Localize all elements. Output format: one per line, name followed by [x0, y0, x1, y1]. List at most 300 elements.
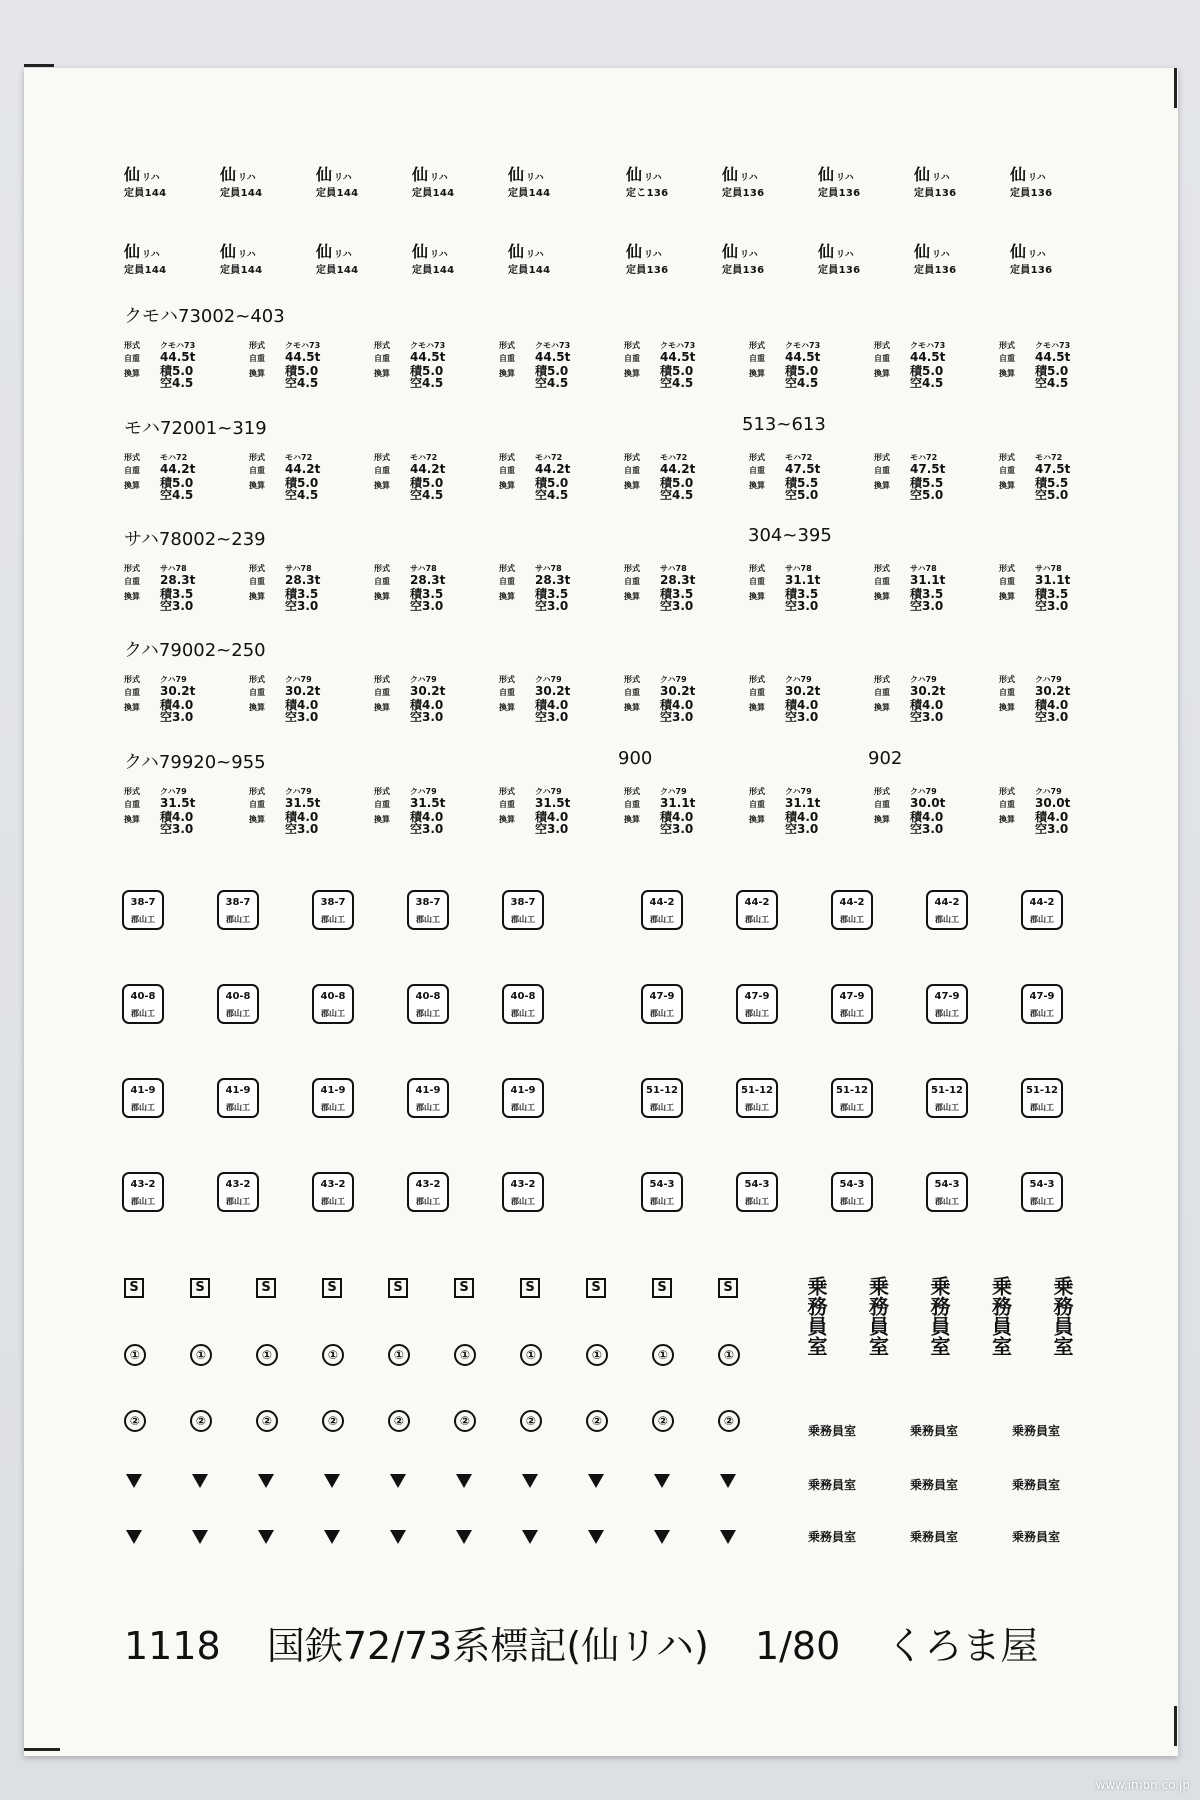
weight-label-model: モハ72 — [410, 453, 438, 462]
base-label-group-right — [626, 166, 1106, 216]
weight-label-weight: 30.0t — [1035, 796, 1071, 810]
depot-mark-code: 43-2 — [130, 1179, 156, 1190]
weight-label-weight: 31.5t — [160, 796, 196, 810]
weight-label-loaded: 積4.0 — [285, 698, 319, 712]
weight-label-model: モハ72 — [1035, 453, 1063, 462]
weight-label-weight: 31.5t — [410, 796, 446, 810]
weight-label-type-caption: 形式 — [374, 564, 390, 573]
weight-label-type-caption: 形式 — [999, 787, 1015, 796]
depot-mark — [641, 1078, 683, 1118]
depot-mark-name: 郡山工 — [1030, 1103, 1054, 1112]
base-label-code: 定員136 — [914, 188, 957, 199]
base-label-main — [818, 166, 898, 187]
weight-label-type-caption: 形式 — [624, 564, 640, 573]
depot-mark-code: 38-7 — [130, 897, 156, 908]
depot-mark-code: 40-8 — [510, 991, 536, 1002]
product-number: 1118 — [124, 1624, 221, 1668]
down-triangle-mark — [390, 1530, 406, 1544]
weight-label-conversion-caption: 換算 — [624, 815, 640, 824]
section-subheading: 902 — [868, 748, 903, 769]
depot-mark-name: 郡山工 — [840, 1197, 864, 1206]
section-heading: クハ79002~250 — [124, 640, 266, 661]
depot-mark — [122, 1172, 164, 1212]
depot-mark-name: 郡山工 — [226, 1009, 250, 1018]
weight-label-conversion-caption: 換算 — [374, 703, 390, 712]
base-label — [412, 243, 492, 293]
weight-label — [874, 786, 994, 836]
weight-label-weight-caption: 自重 — [374, 577, 390, 586]
depot-mark — [122, 984, 164, 1024]
weight-label — [374, 452, 494, 502]
weight-label-model: クハ79 — [1035, 787, 1062, 796]
base-label-main — [722, 166, 802, 187]
weight-label-empty: 空3.0 — [1035, 599, 1069, 613]
weight-label-type-caption: 形式 — [749, 787, 765, 796]
base-label — [722, 166, 802, 216]
weight-label-model: サハ78 — [410, 564, 437, 573]
weight-label-model: サハ78 — [285, 564, 312, 573]
depot-mark-code: 43-2 — [510, 1179, 536, 1190]
down-triangle-mark — [522, 1474, 538, 1488]
platform-s-mark: S — [256, 1278, 276, 1298]
weight-label — [124, 674, 244, 724]
base-label-code: 定員144 — [124, 188, 167, 199]
depot-mark-name: 郡山工 — [650, 1197, 674, 1206]
depot-mark-code: 38-7 — [320, 897, 346, 908]
weight-label-type-caption: 形式 — [874, 564, 890, 573]
base-label-group-left — [124, 166, 604, 216]
weight-label-type-caption: 形式 — [124, 564, 140, 573]
platform-s-mark-row — [124, 1278, 784, 1304]
weight-label-model: クハ79 — [285, 787, 312, 796]
base-label-kanji: 仙 — [124, 242, 141, 261]
base-label-code: 定員136 — [1010, 188, 1053, 199]
weight-label-weight: 47.5t — [1035, 462, 1071, 476]
weight-label-weight-caption: 自重 — [874, 466, 890, 475]
circle-two-mark: ② — [718, 1410, 740, 1432]
weight-label-loaded: 積3.5 — [160, 587, 194, 601]
weight-label-conversion-caption: 換算 — [499, 815, 515, 824]
crew-room-vertical-group — [806, 1276, 1114, 1396]
depot-mark — [502, 1172, 544, 1212]
depot-mark-name: 郡山工 — [226, 915, 250, 924]
weight-label-conversion-caption: 換算 — [374, 815, 390, 824]
weight-label-loaded: 積3.5 — [660, 587, 694, 601]
weight-label-model: クモハ73 — [535, 341, 571, 350]
depot-mark-name: 郡山工 — [935, 1103, 959, 1112]
base-label — [914, 166, 994, 216]
base-label-main — [316, 166, 396, 187]
base-label — [508, 166, 588, 216]
weight-label-row — [124, 452, 1124, 504]
weight-label-weight: 44.2t — [285, 462, 321, 476]
weight-label-conversion-caption: 換算 — [124, 369, 140, 378]
weight-label — [374, 786, 494, 836]
weight-label-conversion-caption: 換算 — [249, 369, 265, 378]
crew-room-horizontal-label: 乗務員室 — [1012, 1478, 1061, 1492]
weight-label-model: クモハ73 — [660, 341, 696, 350]
base-label-code: 定員136 — [1010, 265, 1053, 276]
weight-label-type-caption: 形式 — [624, 341, 640, 350]
base-label-sub: リハ — [740, 173, 758, 183]
depot-mark-code: 44-2 — [839, 897, 865, 908]
weight-label-weight: 44.5t — [660, 350, 696, 364]
base-label — [124, 166, 204, 216]
depot-mark-name: 郡山工 — [840, 1103, 864, 1112]
crew-room-horizontal-label: 乗務員室 — [808, 1530, 857, 1544]
depot-mark-name: 郡山工 — [131, 1009, 155, 1018]
section-subheading: 900 — [618, 748, 653, 769]
base-label-main — [626, 243, 706, 264]
base-label-code: 定員144 — [412, 188, 455, 199]
base-label-main — [508, 166, 588, 187]
weight-label-empty: 空3.0 — [660, 599, 694, 613]
weight-label-conversion-caption: 換算 — [749, 703, 765, 712]
weight-label-model: クハ79 — [535, 787, 562, 796]
depot-mark — [1021, 984, 1063, 1024]
base-label-kanji: 仙 — [316, 165, 333, 184]
weight-label-model: モハ72 — [535, 453, 563, 462]
weight-label-empty: 空3.0 — [785, 599, 819, 613]
weight-label-weight-caption: 自重 — [999, 466, 1015, 475]
weight-label-conversion-caption: 換算 — [124, 481, 140, 490]
down-triangle-mark — [324, 1474, 340, 1488]
weight-label-weight-caption: 自重 — [499, 577, 515, 586]
base-label-main — [818, 243, 898, 264]
weight-label — [749, 563, 869, 613]
weight-label-conversion-caption: 換算 — [499, 592, 515, 601]
base-label — [316, 166, 396, 216]
down-triangle-mark — [456, 1530, 472, 1544]
weight-label-weight: 30.2t — [785, 684, 821, 698]
weight-label-empty: 空3.0 — [535, 710, 569, 724]
weight-label — [999, 563, 1119, 613]
weight-label-model: クハ79 — [660, 675, 687, 684]
weight-label-loaded: 積3.5 — [1035, 587, 1069, 601]
weight-label-weight-caption: 自重 — [124, 688, 140, 697]
depot-mark-group — [641, 1078, 1116, 1120]
weight-label — [999, 452, 1119, 502]
weight-label-weight-caption: 自重 — [999, 577, 1015, 586]
base-label — [412, 166, 492, 216]
base-label-main — [220, 166, 300, 187]
weight-label-weight-caption: 自重 — [249, 577, 265, 586]
weight-label-loaded: 積4.0 — [160, 810, 194, 824]
weight-label-weight-caption: 自重 — [499, 800, 515, 809]
depot-mark-code: 54-3 — [744, 1179, 770, 1190]
weight-label-weight: 44.2t — [410, 462, 446, 476]
weight-label-conversion-caption: 換算 — [374, 481, 390, 490]
weight-label-conversion-caption: 換算 — [249, 592, 265, 601]
weight-label-type-caption: 形式 — [124, 675, 140, 684]
depot-mark — [502, 890, 544, 930]
depot-mark — [736, 984, 778, 1024]
weight-label-model: クハ79 — [785, 675, 812, 684]
depot-mark-code: 38-7 — [510, 897, 536, 908]
weight-label-empty: 空3.0 — [410, 822, 444, 836]
weight-label — [624, 674, 744, 724]
weight-label-empty: 空3.0 — [660, 710, 694, 724]
depot-mark-code: 47-9 — [649, 991, 675, 1002]
weight-label-weight: 28.3t — [285, 573, 321, 587]
depot-mark — [217, 1078, 259, 1118]
weight-label-empty: 空3.0 — [410, 599, 444, 613]
base-label-sub: リハ — [932, 250, 950, 260]
circle-two-mark-row — [124, 1410, 784, 1436]
base-label-code: 定員136 — [818, 265, 861, 276]
weight-label-empty: 空4.5 — [535, 376, 569, 390]
platform-s-mark: S — [322, 1278, 342, 1298]
depot-mark-name: 郡山工 — [321, 1197, 345, 1206]
weight-label-conversion-caption: 換算 — [874, 592, 890, 601]
weight-label-type-caption: 形式 — [874, 787, 890, 796]
down-triangle-mark — [654, 1530, 670, 1544]
weight-label — [624, 786, 744, 836]
weight-label-conversion-caption: 換算 — [999, 592, 1015, 601]
weight-label-empty: 空3.0 — [160, 599, 194, 613]
depot-mark-code: 40-8 — [320, 991, 346, 1002]
depot-mark — [217, 890, 259, 930]
platform-s-mark: S — [652, 1278, 672, 1298]
crew-room-horizontal-label: 乗務員室 — [910, 1424, 959, 1438]
base-label-kanji: 仙 — [412, 165, 429, 184]
platform-s-mark: S — [190, 1278, 210, 1298]
base-label-sub: リハ — [526, 173, 544, 183]
section-subheading: 513~613 — [742, 414, 826, 435]
depot-mark-code: 41-9 — [225, 1085, 251, 1096]
crew-room-vertical-label: 乗務員室 — [927, 1276, 951, 1356]
weight-label — [249, 674, 369, 724]
weight-label-conversion-caption: 換算 — [624, 703, 640, 712]
base-label-kanji: 仙 — [412, 242, 429, 261]
base-label-kanji: 仙 — [914, 242, 931, 261]
base-label-kanji: 仙 — [626, 242, 643, 261]
depot-mark-group — [122, 890, 597, 932]
base-label-main — [412, 166, 492, 187]
weight-label — [749, 340, 869, 390]
circle-two-mark: ② — [388, 1410, 410, 1432]
weight-label-empty: 空3.0 — [160, 710, 194, 724]
weight-label — [749, 452, 869, 502]
weight-label-type-caption: 形式 — [374, 341, 390, 350]
weight-label — [249, 452, 369, 502]
depot-mark — [407, 984, 449, 1024]
weight-label-model: クハ79 — [535, 675, 562, 684]
circle-one-mark-row — [124, 1344, 784, 1370]
depot-mark-name: 郡山工 — [321, 1009, 345, 1018]
base-label-sub: リハ — [238, 173, 256, 183]
weight-label-weight: 44.5t — [785, 350, 821, 364]
weight-label-weight-caption: 自重 — [749, 466, 765, 475]
base-label-kanji: 仙 — [722, 242, 739, 261]
depot-mark — [641, 984, 683, 1024]
down-triangle-mark-row — [124, 1474, 784, 1500]
base-label-code: 定員144 — [508, 188, 551, 199]
weight-label-loaded: 積4.0 — [910, 698, 944, 712]
weight-label-empty: 空3.0 — [160, 822, 194, 836]
weight-label-weight: 31.5t — [535, 796, 571, 810]
weight-label-weight-caption: 自重 — [624, 800, 640, 809]
depot-mark — [641, 890, 683, 930]
weight-label-conversion-caption: 換算 — [124, 592, 140, 601]
depot-mark-code: 51-12 — [741, 1085, 773, 1096]
down-triangle-mark — [588, 1530, 604, 1544]
depot-mark-group — [122, 1078, 597, 1120]
weight-label-weight-caption: 自重 — [749, 354, 765, 363]
base-label-main — [914, 166, 994, 187]
crew-room-horizontal-label: 乗務員室 — [808, 1424, 857, 1438]
down-triangle-mark — [720, 1530, 736, 1544]
down-triangle-mark — [126, 1530, 142, 1544]
crop-mark — [24, 64, 54, 67]
weight-label-weight: 44.5t — [160, 350, 196, 364]
weight-label — [999, 674, 1119, 724]
down-triangle-mark — [192, 1474, 208, 1488]
sheet-footer — [124, 1615, 1072, 1670]
down-triangle-mark — [654, 1474, 670, 1488]
circle-two-mark: ② — [256, 1410, 278, 1432]
weight-label-empty: 空3.0 — [910, 822, 944, 836]
weight-label-model: クハ79 — [910, 675, 937, 684]
weight-label-conversion-caption: 換算 — [499, 369, 515, 378]
depot-mark-name: 郡山工 — [321, 915, 345, 924]
base-label-main — [914, 243, 994, 264]
depot-mark-code: 54-3 — [934, 1179, 960, 1190]
weight-label-type-caption: 形式 — [749, 675, 765, 684]
weight-label-model: クモハ73 — [1035, 341, 1071, 350]
weight-label-empty: 空4.5 — [660, 488, 694, 502]
weight-label-empty: 空3.0 — [285, 599, 319, 613]
depot-mark — [926, 984, 968, 1024]
base-label-kanji: 仙 — [722, 165, 739, 184]
weight-label-weight-caption: 自重 — [124, 354, 140, 363]
weight-label-loaded: 積3.5 — [285, 587, 319, 601]
base-label-main — [220, 243, 300, 264]
base-label-sub: リハ — [430, 173, 448, 183]
base-label-main — [124, 166, 204, 187]
base-label-main — [626, 166, 706, 187]
section-heading: クハ79920~955 — [124, 752, 266, 773]
down-triangle-mark — [258, 1474, 274, 1488]
base-label-sub: リハ — [430, 250, 448, 260]
depot-mark — [831, 1078, 873, 1118]
base-label-sub: リハ — [142, 250, 160, 260]
weight-label-empty: 空3.0 — [910, 710, 944, 724]
base-label-kanji: 仙 — [626, 165, 643, 184]
down-triangle-mark — [258, 1530, 274, 1544]
base-label-main — [1010, 166, 1090, 187]
crop-mark — [24, 1748, 60, 1751]
weight-label-weight-caption: 自重 — [124, 577, 140, 586]
weight-label-type-caption: 形式 — [124, 787, 140, 796]
weight-label-conversion-caption: 換算 — [999, 369, 1015, 378]
depot-mark-name: 郡山工 — [321, 1103, 345, 1112]
base-label-main — [124, 243, 204, 264]
weight-label-conversion-caption: 換算 — [999, 481, 1015, 490]
weight-label-type-caption: 形式 — [499, 675, 515, 684]
weight-label-model: モハ72 — [160, 453, 188, 462]
weight-label — [499, 340, 619, 390]
circle-one-mark: ① — [256, 1344, 278, 1366]
weight-label-type-caption: 形式 — [874, 453, 890, 462]
base-label-main — [1010, 243, 1090, 264]
base-label — [914, 243, 994, 293]
weight-label — [874, 340, 994, 390]
depot-mark-name: 郡山工 — [935, 1009, 959, 1018]
weight-label-conversion-caption: 換算 — [624, 481, 640, 490]
weight-label — [374, 563, 494, 613]
weight-label-weight: 44.5t — [910, 350, 946, 364]
base-label-sub: リハ — [644, 250, 662, 260]
weight-label-empty: 空4.5 — [285, 376, 319, 390]
base-label-code: 定員144 — [220, 265, 263, 276]
depot-mark — [122, 1078, 164, 1118]
weight-label-empty: 空3.0 — [1035, 822, 1069, 836]
circle-two-mark: ② — [322, 1410, 344, 1432]
weight-label-type-caption: 形式 — [249, 787, 265, 796]
depot-mark-code: 47-9 — [839, 991, 865, 1002]
weight-label-loaded: 積3.5 — [535, 587, 569, 601]
depot-mark-name: 郡山工 — [511, 1103, 535, 1112]
weight-label-empty: 空3.0 — [535, 822, 569, 836]
weight-label-conversion-caption: 換算 — [874, 369, 890, 378]
weight-label-conversion-caption: 換算 — [624, 592, 640, 601]
weight-label-weight-caption: 自重 — [249, 466, 265, 475]
depot-mark-group — [641, 984, 1116, 1026]
depot-mark-group — [641, 890, 1116, 932]
weight-label-empty: 空5.0 — [1035, 488, 1069, 502]
weight-label-loaded: 積5.0 — [160, 364, 194, 378]
weight-label-type-caption: 形式 — [124, 453, 140, 462]
base-label — [722, 243, 802, 293]
down-triangle-mark — [126, 1474, 142, 1488]
weight-label-weight: 28.3t — [660, 573, 696, 587]
depot-mark-name: 郡山工 — [840, 1009, 864, 1018]
weight-label-weight: 28.3t — [535, 573, 571, 587]
weight-label-weight: 31.1t — [785, 796, 821, 810]
crop-mark — [1174, 68, 1177, 108]
base-label-code: 定員144 — [220, 188, 263, 199]
base-label-main — [722, 243, 802, 264]
weight-label-type-caption: 形式 — [999, 341, 1015, 350]
weight-label-weight: 30.2t — [410, 684, 446, 698]
circle-one-mark: ① — [322, 1344, 344, 1366]
weight-label-row — [124, 340, 1124, 392]
weight-label — [499, 786, 619, 836]
weight-label — [624, 563, 744, 613]
depot-mark — [502, 984, 544, 1024]
weight-label-empty: 空3.0 — [660, 822, 694, 836]
weight-label-row — [124, 786, 1124, 838]
depot-mark-name: 郡山工 — [1030, 1009, 1054, 1018]
depot-mark — [736, 1078, 778, 1118]
weight-label-loaded: 積5.5 — [910, 476, 944, 490]
base-label-sub: リハ — [238, 250, 256, 260]
depot-mark-name: 郡山工 — [935, 915, 959, 924]
platform-s-mark: S — [718, 1278, 738, 1298]
depot-mark — [312, 1078, 354, 1118]
weight-label-empty: 空3.0 — [910, 599, 944, 613]
weight-label-loaded: 積5.5 — [1035, 476, 1069, 490]
crew-room-horizontal-label: 乗務員室 — [910, 1478, 959, 1492]
weight-label-type-caption: 形式 — [499, 564, 515, 573]
weight-label-empty: 空3.0 — [1035, 710, 1069, 724]
weight-label-type-caption: 形式 — [374, 675, 390, 684]
depot-mark — [1021, 1078, 1063, 1118]
weight-label-weight-caption: 自重 — [624, 466, 640, 475]
depot-mark — [736, 1172, 778, 1212]
weight-label — [249, 340, 369, 390]
